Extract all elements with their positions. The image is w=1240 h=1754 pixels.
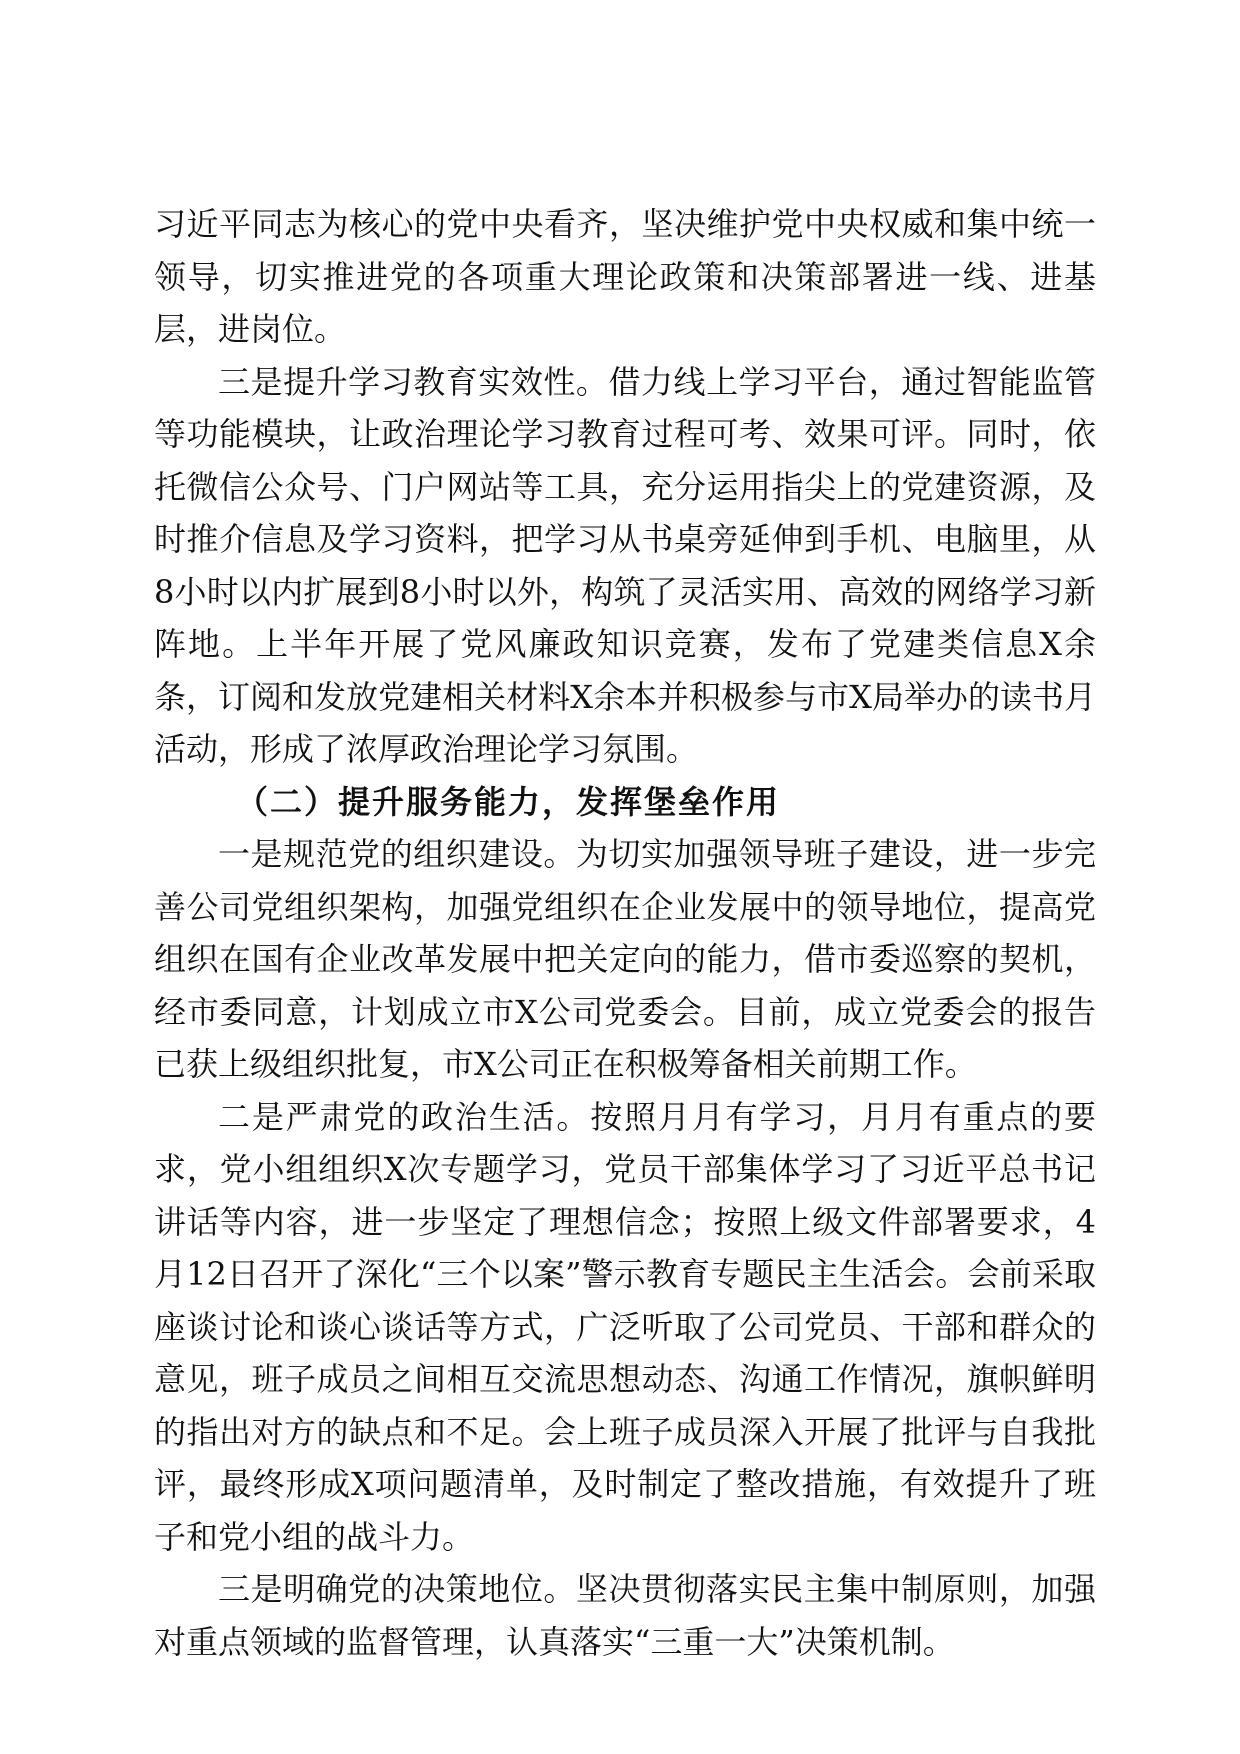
- paragraph-continuation: 习近平同志为核心的党中央看齐，坚决维护党中央权威和集中统一领导，切实推进党的各项重大理论政策和决策部署进一线、进基层，进岗位。: [154, 205, 1096, 348]
- paragraph-organization-building: 一是规范党的组织建设。为切实加强领导班子建设，进一步完善公司党组织架构，加强党组织在企业发展中的领导地位，提高党组织在国有企业改革发展中把关定向的能力，借市委巡察的契机，经市委同意，计划成立市X公司党委会。目前，成立党委会的报告已获上级组织批复，市X公司正在积极筹备相关前期工作。: [154, 835, 1096, 1083]
- paragraph-political-life: 二是严肃党的政治生活。按照月月有学习，月月有重点的要求，党小组组织X次专题学习，党员干部集体学习了习近平总书记讲话等内容，进一步坚定了理想信念；按照上级文件部署要求，4月12日召开了深化“三个以案”警示教育专题民主生活会。会前采取座谈讨论和谈心谈话等方式，广泛听取了公司党员、干部和群众的意见，班子成员之间相互交流思想动态、沟通工作情况，旗帜鲜明的指出对方的缺点和不足。会上班子成员深入开展了批评与自我批评，最终形成X项问题清单，及时制定了整改措施，有效提升了班子和党小组的战斗力。: [154, 1097, 1096, 1556]
- paragraph-learning-effectiveness: 三是提升学习教育实效性。借力线上学习平台，通过智能监管等功能模块，让政治理论学习教育过程可考、效果可评。同时，依托微信公众号、门户网站等工具，充分运用指尖上的党建资源，及时推介信息及学习资料，把学习从书桌旁延伸到手机、电脑里，从8小时以内扩展到8小时以外，构筑了灵活实用、高效的网络学习新阵地。上半年开展了党风廉政知识竞赛，发布了党建类信息X余条，订阅和发放党建相关材料X余本并积极参与市X局举办的读书月活动，形成了浓厚政治理论学习氛围。: [154, 362, 1096, 768]
- document-body: [154, 198, 1096, 1668]
- section-heading-service-capability: （二）提升服务能力，发挥堡垒作用: [236, 782, 781, 821]
- paragraph-decision-status: 三是明确党的决策地位。坚决贯彻落实民主集中制原则，加强对重点领域的监督管理，认真落实“三重一大”决策机制。: [154, 1570, 1096, 1661]
